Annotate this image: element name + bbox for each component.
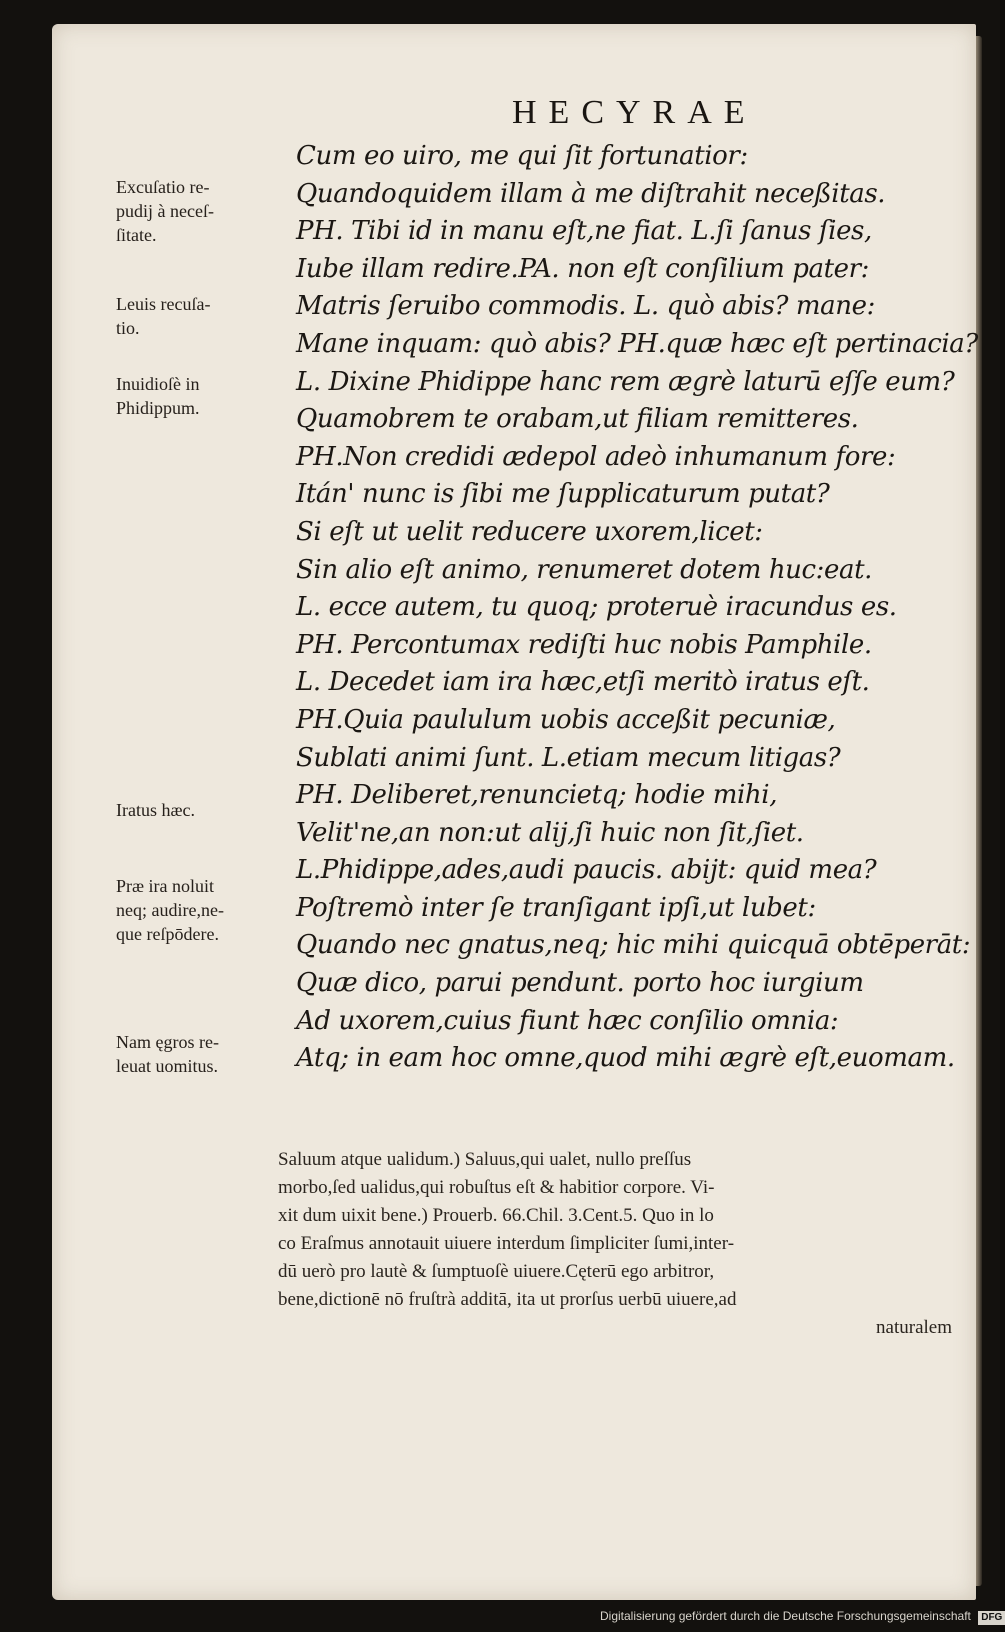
marginal-note (116, 1030, 276, 1078)
marginal-line: tio. (116, 318, 140, 338)
verse-line: Velit'ne,an non:ut alij,ſi huic non ſit,ſiet. (296, 817, 804, 848)
marginal-line: leuat uomitus. (116, 1056, 218, 1076)
verse-line: L. ecce autem, tu quoq; proteruè iracundus es. (296, 592, 897, 623)
verse-line: PH. Percontumax rediſti huc nobis Pamphile. (296, 629, 872, 660)
verse-line: Cum eo uiro, me qui ſit fortunatior: (296, 141, 748, 171)
verse-line: L.Phidippe,ades,audi paucis. abijt: quid mea? (296, 855, 877, 886)
verse-line: Si eſt ut uelit reducere uxorem,licet: (296, 516, 763, 547)
digitization-footer (600, 1609, 1003, 1627)
marginal-note (116, 175, 276, 247)
verse-line: Mane inquam: quò abis? PH.quæ hæc eſt pertinacia? (296, 328, 978, 359)
marginal-line: pudij à neceſ- (116, 201, 214, 221)
note-line: Saluum atque ualidum.) Saluus,qui ualet, nullo preſſus (278, 1149, 692, 1170)
verse-line: Sin alio eſt animo, renumeret dotem huc:eat. (296, 554, 873, 585)
footer-text: Digitalisierung gefördert durch die Deutsche Forschungsgemeinschaft (600, 1609, 971, 1623)
verse-line: Itán' nunc is ſibi me ſupplicaturum putat? (296, 479, 830, 510)
verse-line: Sublati animi ſunt. L.etiam mecum litigas? (296, 742, 841, 773)
verse-line: Quandoquidem illam à me diſtrahit neceßitas. (296, 178, 886, 209)
marginal-line: Præ ira noluit (116, 876, 214, 896)
verse-line: Quando nec gnatus,neq; hic mihi quicquā obtēperāt: (296, 930, 971, 961)
marginal-note (116, 798, 276, 822)
marginal-line: Excuſatio re- (116, 177, 210, 197)
marginal-note (116, 874, 276, 946)
marginal-line: Iratus hæc. (116, 800, 195, 820)
marginal-line: Nam ęgros re- (116, 1032, 219, 1052)
dfg-logo: DFG (978, 1611, 1005, 1625)
note-line: morbo,ſed ualidus,qui robuſtus eſt & habitior corpore. Vi- (278, 1177, 715, 1198)
marginal-line: ſitate. (116, 225, 157, 245)
verse-line: Quæ dico, parui pendunt. porto hoc iurgium (296, 968, 864, 999)
verse-line: Matris ſeruibo commodis. L. quò abis? mane: (296, 291, 875, 322)
note-line: xit dum uixit bene.) Prouerb. 66.Chil. 3.Cent.5. Quo in lo (278, 1205, 714, 1226)
verse-line: Quamobrem te orabam,ut filiam remitteres. (296, 404, 859, 435)
marginal-line: Inuidioſè in (116, 374, 200, 394)
running-head: HECYRAE (512, 94, 757, 131)
verse-line: Atq; in eam hoc omne,quod mihi ægrè eſt,euomam. (296, 1043, 955, 1074)
verse-line: L. Dixine Phidippe hanc rem ægrè laturū eſſe eum? (296, 366, 955, 397)
verse-line: Poſtremò inter ſe tranſigant ipſi,ut lubet: (296, 892, 816, 923)
verse-line: PH. Deliberet,renuncietq; hodie mihi, (296, 780, 778, 811)
marginal-line: neq; audire,ne- (116, 900, 224, 920)
marginal-note (116, 292, 276, 340)
note-line: co Eraſmus annotauit uiuere interdum ſimpliciter ſumi,inter- (278, 1233, 735, 1254)
verse-line: Ad uxorem,cuius fiunt hæc conſilio omnia: (296, 1005, 839, 1036)
verse-line: L. Decedet iam ira hæc,etſi meritò iratus eſt. (296, 667, 870, 698)
marginal-note (116, 372, 276, 420)
verse-line: PH.Quia paululum uobis acceßit pecuniæ, (296, 704, 836, 735)
marginal-line: que reſpōdere. (116, 924, 219, 944)
marginal-line: Phidippum. (116, 398, 200, 418)
verse-line: PH.Non credidi ædepol adeò inhumanum fore: (296, 441, 896, 472)
marginal-line: Leuis recuſa- (116, 294, 211, 314)
note-line: dū uerò pro lautè & ſumptuoſè uiuere.Cęterū ego arbitror, (278, 1261, 715, 1282)
commentary-notes (278, 1146, 958, 1342)
verse-text (296, 138, 986, 1078)
catchword: naturalem (876, 1317, 952, 1338)
verse-line: PH. Tibi id in manu eſt,ne fiat. L.ſi ſanus ſies, (296, 216, 872, 247)
note-line: bene,dictionē nō fruſtrà additā, ita ut prorſus uerbū uiuere,ad (278, 1289, 737, 1310)
verse-line: Iube illam redire.PA. non eſt conſilium pater: (296, 253, 870, 284)
